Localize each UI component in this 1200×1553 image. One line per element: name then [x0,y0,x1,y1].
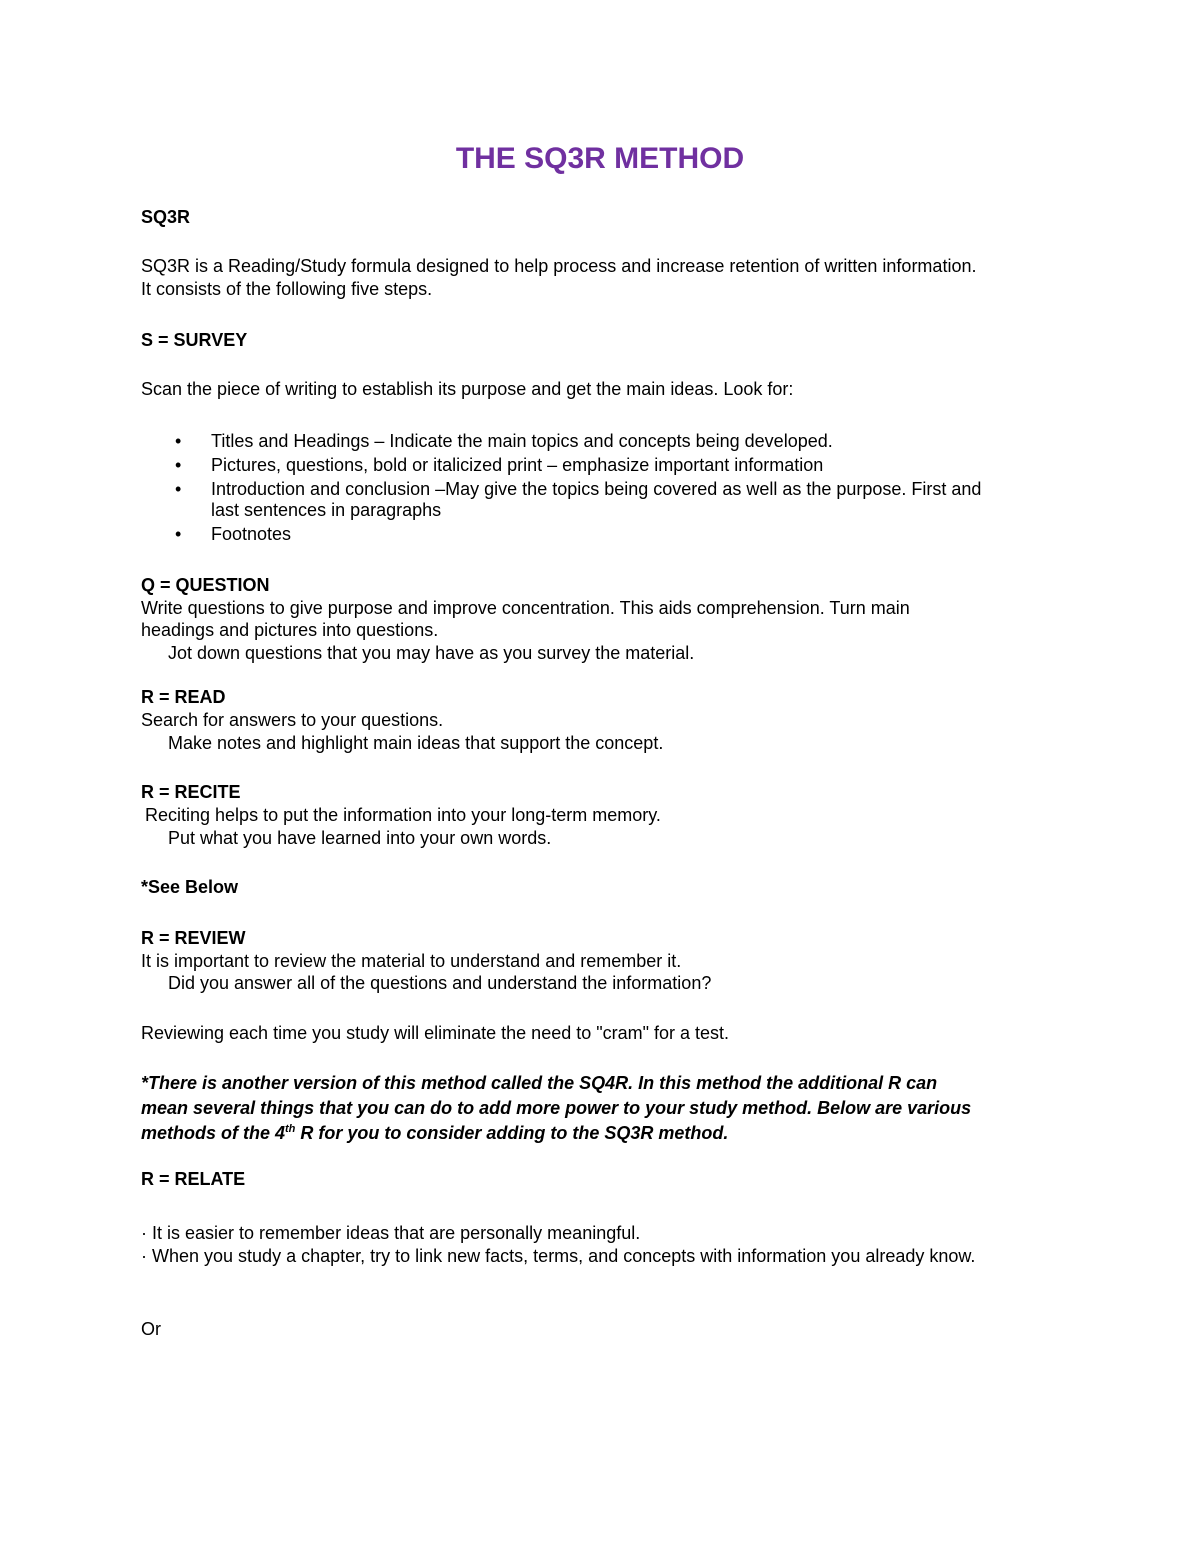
intro-heading: SQ3R [141,207,191,227]
review-line: Did you answer all of the questions and understand the information? [168,973,712,993]
question-line: headings and pictures into questions. [141,620,439,640]
intro-line: It consists of the following five steps. [141,279,433,299]
review-heading: R = REVIEW [141,928,246,948]
bullet-icon: • [175,479,182,499]
question-line: Jot down questions that you may have as you survey the material. [168,643,695,663]
question-line: Write questions to give purpose and improve concentration. This aids comprehension. Turn main [141,598,910,618]
review-line: It is important to review the material to understand and remember it. [141,951,682,971]
read-heading: R = READ [141,687,226,707]
read-line: Make notes and highlight main ideas that support the concept. [168,733,664,753]
survey-heading: S = SURVEY [141,330,248,350]
sq4r-note-line: mean several things that you can do to add more power to your study method. Below are various [141,1098,972,1118]
list-item: Pictures, questions, bold or italicized print – emphasize important information [211,455,824,475]
relate-line: · When you study a chapter, try to link new facts, terms, and concepts with information you already know. [141,1246,976,1266]
bullet-icon: • [175,431,182,451]
question-heading: Q = QUESTION [141,575,270,595]
read-line: Search for answers to your questions. [141,710,444,730]
page-title: THE SQ3R METHOD [455,142,745,175]
recite-line: Put what you have learned into your own words. [168,828,552,848]
superscript-th: th [285,1123,296,1135]
relate-heading: R = RELATE [141,1169,246,1189]
sq4r-note-line: *There is another version of this method called the SQ4R. In this method the additional R can [141,1073,938,1093]
list-item: Footnotes [211,524,292,544]
intro-line: SQ3R is a Reading/Study formula designed to help process and increase retention of written information. [141,256,977,276]
list-item: Titles and Headings – Indicate the main topics and concepts being developed. [211,431,833,451]
bullet-icon: • [175,455,182,475]
review-closing: Reviewing each time you study will eliminate the need to "cram" for a test. [141,1023,730,1043]
list-item: Introduction and conclusion –May give the topics being covered as well as the purpose. First and [211,479,982,499]
or-text: Or [141,1319,161,1339]
relate-line: · It is easier to remember ideas that are personally meaningful. [141,1223,641,1243]
list-item-continuation: last sentences in paragraphs [211,500,442,520]
see-below-note: *See Below [141,877,239,897]
recite-line: Reciting helps to put the information into your long-term memory. [145,805,661,825]
survey-text: Scan the piece of writing to establish its purpose and get the main ideas. Look for: [141,379,794,399]
sq4r-note-text: methods of the 4 [141,1123,286,1143]
sq4r-note-text: R for you to consider adding to the SQ3R method. [295,1123,729,1143]
sq4r-note-line [141,1121,728,1146]
recite-heading: R = RECITE [141,782,241,802]
bullet-icon: • [175,524,182,544]
